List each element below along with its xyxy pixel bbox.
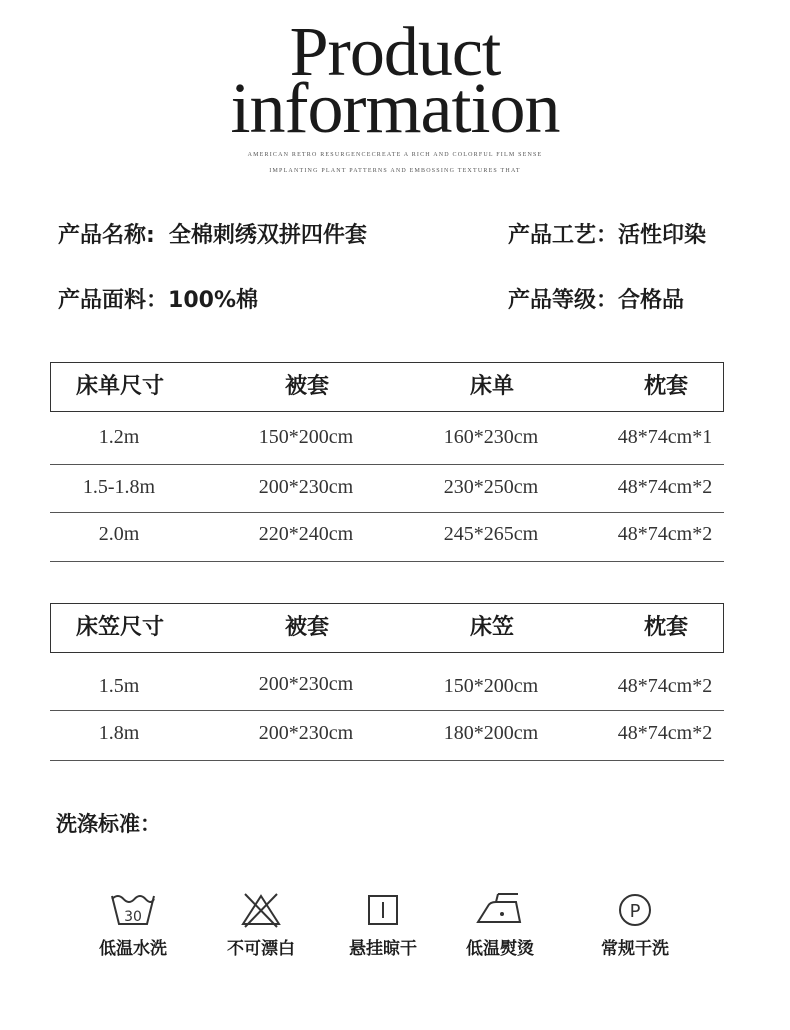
header <box>0 0 790 200</box>
header-cell: 床单尺寸 <box>75 374 164 399</box>
product-craft-label: 产品工艺： <box>508 223 619 248</box>
table-row <box>50 513 724 562</box>
product-grade <box>508 283 684 314</box>
wash-30-icon <box>108 890 158 930</box>
table-cell: 48*74cm*2 <box>617 675 713 697</box>
table-cell: 200*230cm <box>258 673 354 695</box>
table-cell: 48*74cm*2 <box>617 523 713 545</box>
fitted-sheet-size-table <box>50 603 724 763</box>
table-cell: 1.2m <box>98 426 140 448</box>
care-label: 低温水洗 <box>99 939 167 959</box>
product-fabric <box>58 283 258 314</box>
table-cell: 230*250cm <box>443 476 539 498</box>
product-grade-label: 产品等级： <box>508 288 619 313</box>
table-cell: 200*230cm <box>258 722 354 744</box>
header-cell: 被套 <box>284 374 329 399</box>
table-cell: 48*74cm*2 <box>617 476 713 498</box>
header-cell: 枕套 <box>643 615 688 640</box>
table-cell: 220*240cm <box>258 523 354 545</box>
dry-clean-letter: P <box>629 901 641 922</box>
table-cell: 150*200cm <box>258 426 354 448</box>
sheet-size-table <box>50 362 724 562</box>
care-title: 洗涤标准： <box>56 812 161 836</box>
product-name <box>58 218 367 249</box>
table-cell: 245*265cm <box>443 523 539 545</box>
product-craft-value: 活性印染 <box>618 223 707 248</box>
header-cell: 床笠尺寸 <box>75 615 164 640</box>
care-item-wash <box>78 890 188 959</box>
table-row <box>50 464 724 513</box>
table-cell: 48*74cm*1 <box>617 426 713 448</box>
header-cell: 床笠 <box>469 615 514 640</box>
no-bleach-icon <box>236 890 286 930</box>
care-label: 悬挂晾干 <box>349 939 417 959</box>
care-item-dryclean <box>580 890 690 959</box>
care-label: 低温熨烫 <box>466 939 534 959</box>
table-cell: 160*230cm <box>443 426 539 448</box>
header-cell: 床单 <box>469 374 514 399</box>
line-dry-icon <box>358 890 408 930</box>
product-grade-value: 合格品 <box>618 288 685 313</box>
table-cell: 48*74cm*2 <box>617 722 713 744</box>
table-cell: 1.5m <box>98 675 140 697</box>
table-row <box>50 412 724 465</box>
care-item-bleach <box>206 890 316 959</box>
product-fabric-label: 产品面料： <box>58 288 169 313</box>
table-cell: 200*230cm <box>258 476 354 498</box>
table-row <box>50 710 724 761</box>
table-header <box>50 362 724 412</box>
dry-clean-icon <box>610 890 660 930</box>
care-label: 不可漂白 <box>227 939 295 959</box>
header-cell: 枕套 <box>643 374 688 399</box>
product-fabric-value: 100%棉 <box>168 288 258 313</box>
table-cell: 1.5-1.8m <box>82 476 156 498</box>
product-name-value: 全棉刺绣双拼四件套 <box>168 223 367 248</box>
table-row <box>50 653 724 711</box>
care-item-iron <box>445 890 555 959</box>
wash-temperature: 30 <box>124 909 142 925</box>
title-line-2: information <box>230 68 560 148</box>
table-cell: 180*200cm <box>443 722 539 744</box>
product-craft <box>508 218 706 249</box>
low-iron-icon <box>472 890 528 930</box>
header-cell: 被套 <box>284 615 329 640</box>
table-cell: 150*200cm <box>443 675 539 697</box>
table-header <box>50 603 724 653</box>
care-item-dry <box>328 890 438 959</box>
table-cell: 2.0m <box>98 523 140 545</box>
title-line-1: Product <box>289 14 501 91</box>
product-name-label: 产品名称: <box>58 223 155 248</box>
tagline-2: IMPLANTING PLANT PATTERNS AND EMBOSSING TEXTURES THAT <box>269 168 521 174</box>
tagline-1: AMERICAN RETRO RESURGENCECREATE A RICH AND COLORFUL FILM SENSE <box>247 152 543 158</box>
care-label: 常规干洗 <box>601 939 669 959</box>
table-cell: 1.8m <box>98 722 140 744</box>
